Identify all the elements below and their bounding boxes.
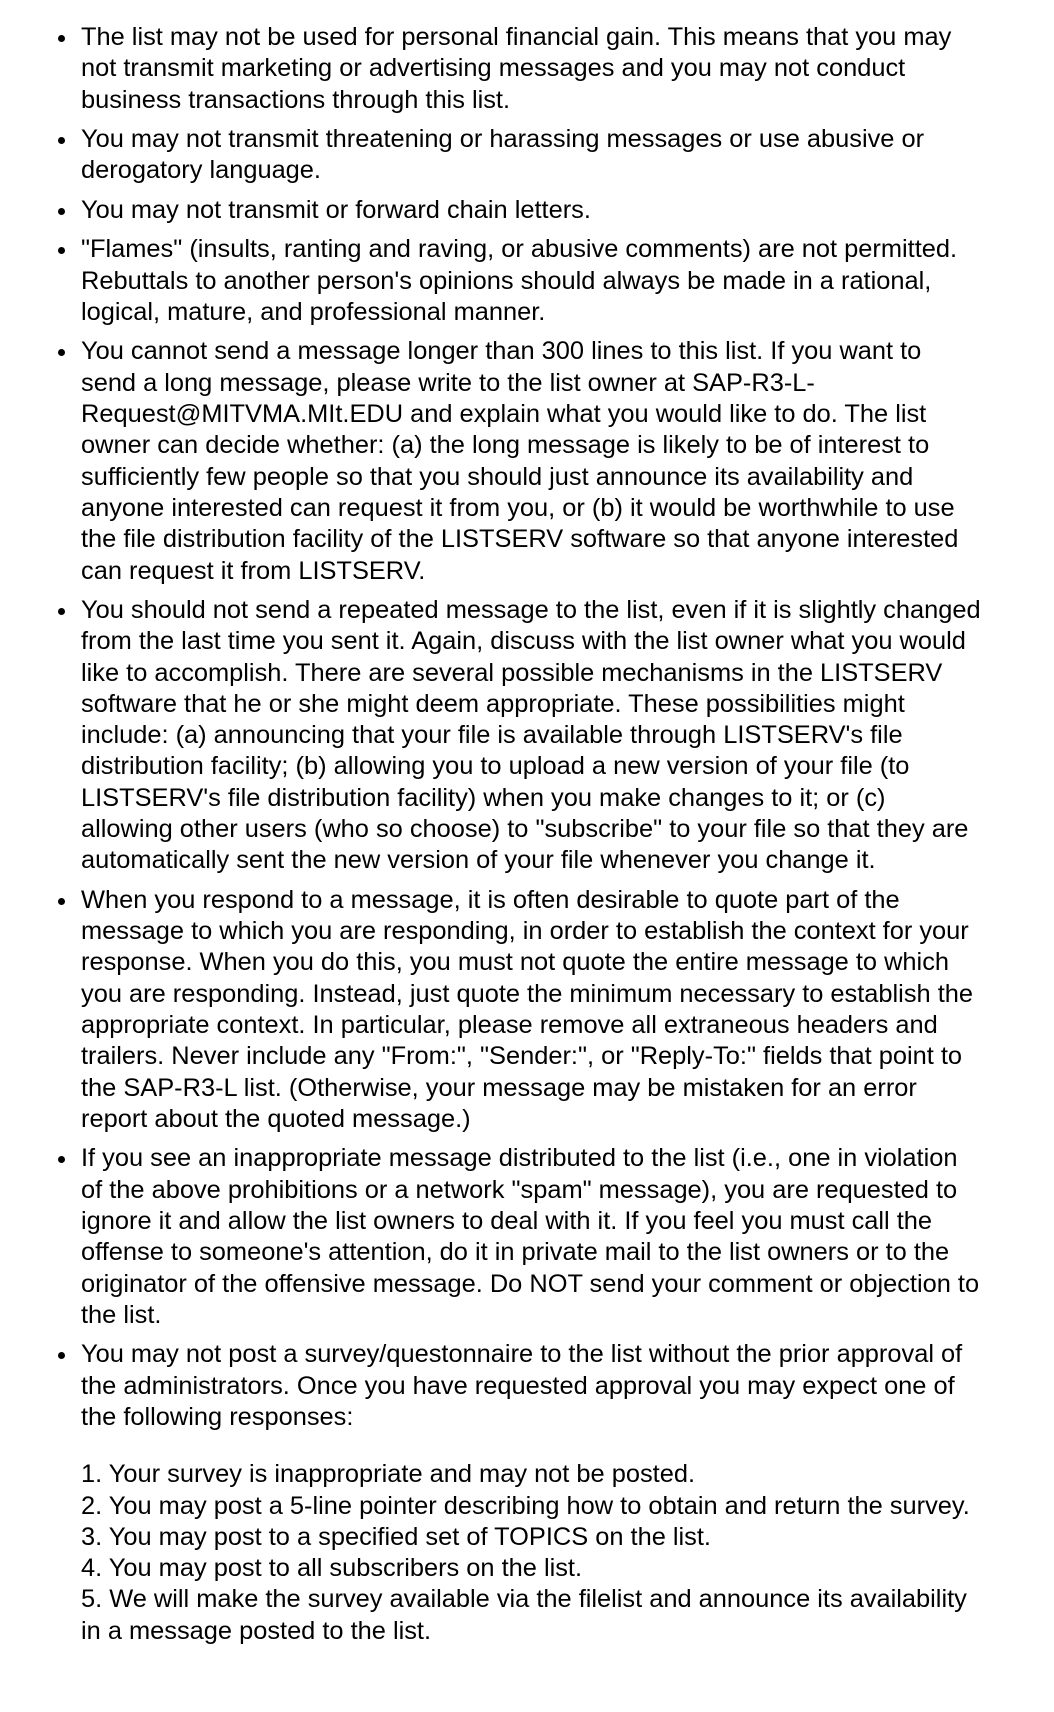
rule-item <box>81 595 981 877</box>
rule-text: You may not post a survey/questonnaire to the list without the prior approval of the administrators. Once you have requested approval you may expect one of the following responses: <box>81 1340 963 1431</box>
rule-text: When you respond to a message, it is often desirable to quote part of the message to which you are responding, in order to establish the context for your response. When you do this, you must not quote the entire message to which you are responding. Instead, just quote the minimum necessary to establish the appropriate context. In particular, please remove all extraneous headers and trailers. Never include any "From:", "Sender:", or "Reply-To:" fields that point to the SAP-R3-L list. (Otherwise, your message may be mistaken for an error report about the quoted message.) <box>81 885 973 1133</box>
bullet-icon <box>58 247 65 254</box>
bullet-icon <box>58 1156 65 1163</box>
rule-text: You may not transmit or forward chain letters. <box>81 195 591 224</box>
rule-text: You should not send a repeated message to the list, even if it is slightly changed from the last time you sent it. Again, discuss with the list owner what you would like to accomplish. There are several possible mechanisms in the LISTSERV software that he or she might deem appropriate. These possibilities might include: (a) announcing that your file is available through LISTSERV's file distribution facility; (b) allowing you to upload a new version of your file (to LISTSERV's file distribution facility) when you make changes to it; or (c) allowing other users (who so choose) to "subscribe" to your file so that they are automatically sent the new version of your file whenever you change it. <box>81 595 981 875</box>
rule-text: "Flames" (insults, ranting and raving, or abusive comments) are not permitted. Rebuttals to another person's opinions should always be made in a rational, logical, mature, and professional manner. <box>81 235 958 326</box>
survey-response-item: 3. You may post to a specified set of TOPICS on the list. <box>81 1522 711 1551</box>
bullet-icon <box>58 1352 65 1359</box>
rule-item <box>81 336 981 586</box>
bullet-icon <box>58 349 65 356</box>
bullet-icon <box>58 35 65 42</box>
rule-item-survey <box>81 1339 981 1647</box>
bullet-icon <box>58 137 65 144</box>
survey-response-item: 2. You may post a 5-line pointer describing how to obtain and return the survey. <box>81 1491 970 1520</box>
survey-response-item: 1. Your survey is inappropriate and may not be posted. <box>81 1460 695 1489</box>
rule-item <box>81 1143 981 1331</box>
rule-item <box>81 234 981 328</box>
survey-responses-list <box>81 1459 981 1647</box>
rule-text: The list may not be used for personal financial gain. This means that you may not transmit marketing or advertising messages and you may not conduct business transactions through this list. <box>81 23 952 114</box>
bullet-icon <box>58 208 65 215</box>
bullet-icon <box>58 898 65 905</box>
rule-text: You may not transmit threatening or harassing messages or use abusive or derogatory language. <box>81 125 925 185</box>
rule-text: You cannot send a message longer than 300 lines to this list. If you want to send a long message, please write to the list owner at SAP-R3-L-Request@MITVMA.MIt.EDU and explain what you would like to do. The list owner can decide whether: (a) the long message is likely to be of interest to sufficiently few people so that you should just announce its availability and anyone interested can request it from you, or (b) it would be worthwhile to use the file distribution facility of the LISTSERV software so that anyone interested can request it from LISTSERV. <box>81 337 959 585</box>
rule-item <box>81 124 981 187</box>
rule-item <box>81 885 981 1135</box>
survey-response-item: 4. You may post to all subscribers on the list. <box>81 1554 583 1583</box>
rules-list <box>0 22 981 1647</box>
rule-text: If you see an inappropriate message distributed to the list (i.e., one in violation of the above prohibitions or a network "spam" message), you are requested to ignore it and allow the list owners to deal with it. If you feel you must call the offense to someone's attention, do it in private mail to the list owners or to the originator of the offensive message. Do NOT send your comment or objection to the list. <box>81 1144 980 1329</box>
rule-item <box>81 195 981 226</box>
rule-item <box>81 22 981 116</box>
bullet-icon <box>58 608 65 615</box>
survey-response-item: 5. We will make the survey available via the filelist and announce its availability in a message posted to the list. <box>81 1585 967 1645</box>
